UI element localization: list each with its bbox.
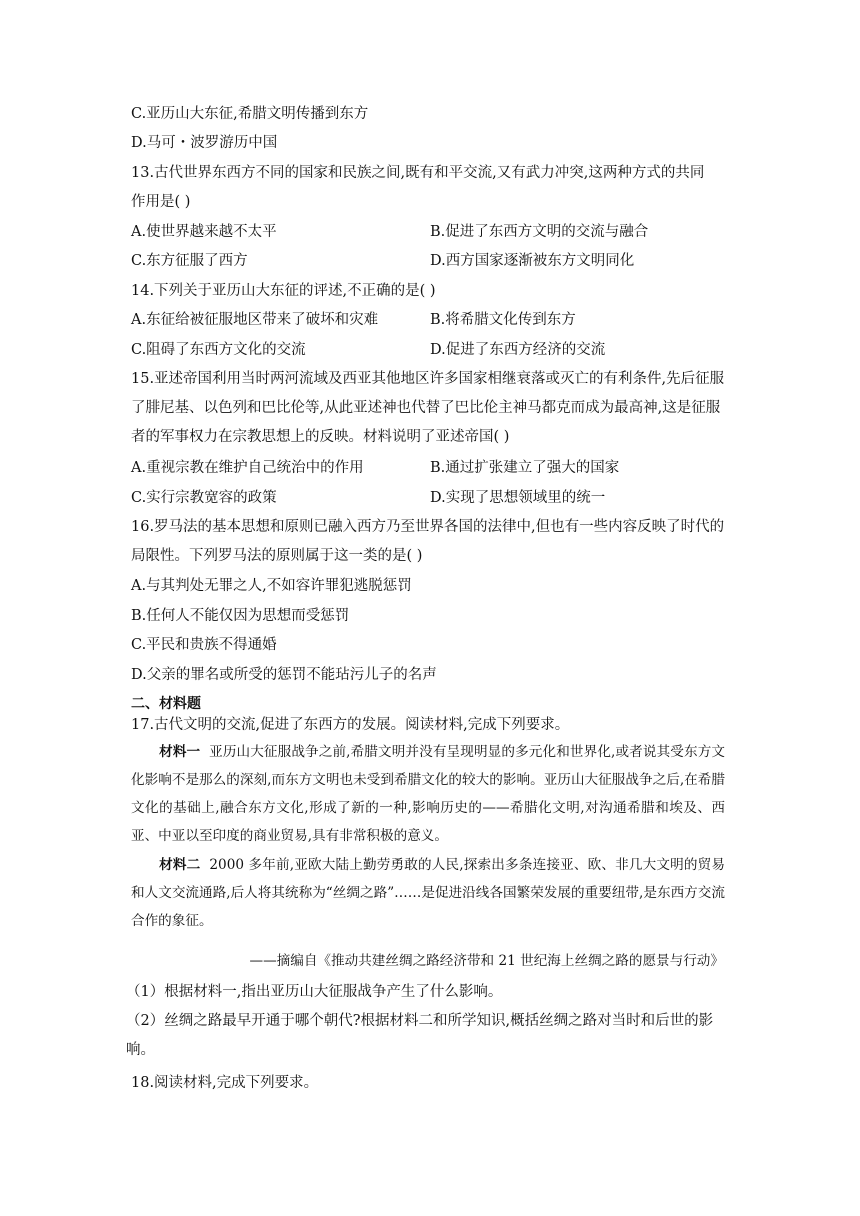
material-one-text: 亚历山大征服战争之前,希腊文明并没有呈现明显的多元化和世界化,或者说其受东方文化影响不是那么的深刻,而东方文明也未受到希腊文化的较大的影响。亚历山大征服战争之后,在希腊文化的基础上,融合东方文化,形成了新的一种,影响历史的——希腊化文明,对沟通希腊和埃及、西亚、中亚以至印度的商业贸易,具有非常积极的意义。 [131, 744, 725, 844]
q13-stem-line1: 13.古代世界东西方不同的国家和民族之间,既有和平交流,又有武力冲突,这两种方式的共同 [131, 165, 705, 181]
q15-option-b: B.通过扩张建立了强大的国家 [430, 460, 620, 476]
q16-stem: 16.罗马法的基本思想和原则已融入西方乃至世界各国的法律中,但也有一些内容反映了时代的局限性。下列罗马法的原则属于这一类的是( ) [131, 519, 725, 564]
q12-option-c: C.亚历山大东征,希腊文明传播到东方 [131, 106, 369, 122]
material-two-text: 2000 多年前,亚欧大陆上勤劳勇敢的人民,探索出多条连接亚、欧、非几大文明的贸易和人文交流通路,后人将其统称为“丝绸之路”……是促进沿线各国繁荣发展的重要纽带,是东西方交流合作的象征。 [131, 857, 725, 929]
q17-subquestion-1: （1）根据材料一,指出亚历山大征服战争产生了什么影响。 [126, 984, 503, 1000]
q17-stem: 17.古代文明的交流,促进了东西方的发展。阅读材料,完成下列要求。 [131, 717, 570, 733]
material-two [131, 851, 725, 935]
q17-subquestion-2: （2）丝绸之路最早开通于哪个朝代?根据材料二和所学知识,概括丝绸之路对当时和后世的影响。 [126, 1013, 714, 1058]
q13-stem-line2: 作用是( ) [131, 194, 191, 210]
q16-option-c: C.平民和贵族不得通婚 [131, 637, 277, 653]
q13-option-c: C.东方征服了西方 [131, 253, 248, 269]
q14-option-a: A.东征给被征服地区带来了破坏和灾难 [131, 312, 379, 328]
section-heading-material: 二、材料题 [131, 696, 201, 712]
q18-stem: 18.阅读材料,完成下列要求。 [131, 1075, 319, 1091]
q14-option-c: C.阻碍了东西方文化的交流 [131, 342, 306, 358]
q15-stem: 15.亚述帝国利用当时两河流域及西亚其他地区许多国家相继衰落或灭亡的有利条件,先后征服了腓尼基、以色列和巴比伦等,从此亚述神也代替了巴比伦主神马都克而成为最高神,这是征服者的军事权力在宗教思想上的反映。材料说明了亚述帝国( ) [131, 371, 725, 445]
material-one-label: 材料一 [159, 744, 201, 760]
q14-stem: 14.下列关于亚历山大东征的评述,不正确的是( ) [131, 283, 436, 299]
q13-option-a: A.使世界越来越不太平 [131, 224, 277, 240]
q13-option-d: D.西方国家逐渐被东方文明同化 [430, 253, 635, 269]
q14-option-b: B.将希腊文化传到东方 [430, 312, 576, 328]
q15-option-a: A.重视宗教在维护自己统治中的作用 [131, 460, 364, 476]
q16-option-d: D.父亲的罪名或所受的惩罚不能玷污儿子的名声 [131, 667, 437, 683]
q16-option-b: B.任何人不能仅因为思想而受惩罚 [131, 608, 350, 624]
q16-option-a: A.与其判处无罪之人,不如容许罪犯逃脱惩罚 [131, 578, 412, 594]
material-one [131, 738, 725, 850]
q13-option-b: B.促进了东西方文明的交流与融合 [430, 224, 649, 240]
material-source: ——摘编自《推动共建丝绸之路经济带和 21 世纪海上丝绸之路的愿景与行动》 [249, 953, 724, 969]
q12-option-d: D.马可・波罗游历中国 [131, 135, 278, 151]
material-two-label: 材料二 [159, 857, 201, 873]
q15-option-c: C.实行宗教宽容的政策 [131, 490, 277, 506]
q14-option-d: D.促进了东西方经济的交流 [430, 342, 606, 358]
q15-option-d: D.实现了思想领域里的统一 [430, 490, 606, 506]
